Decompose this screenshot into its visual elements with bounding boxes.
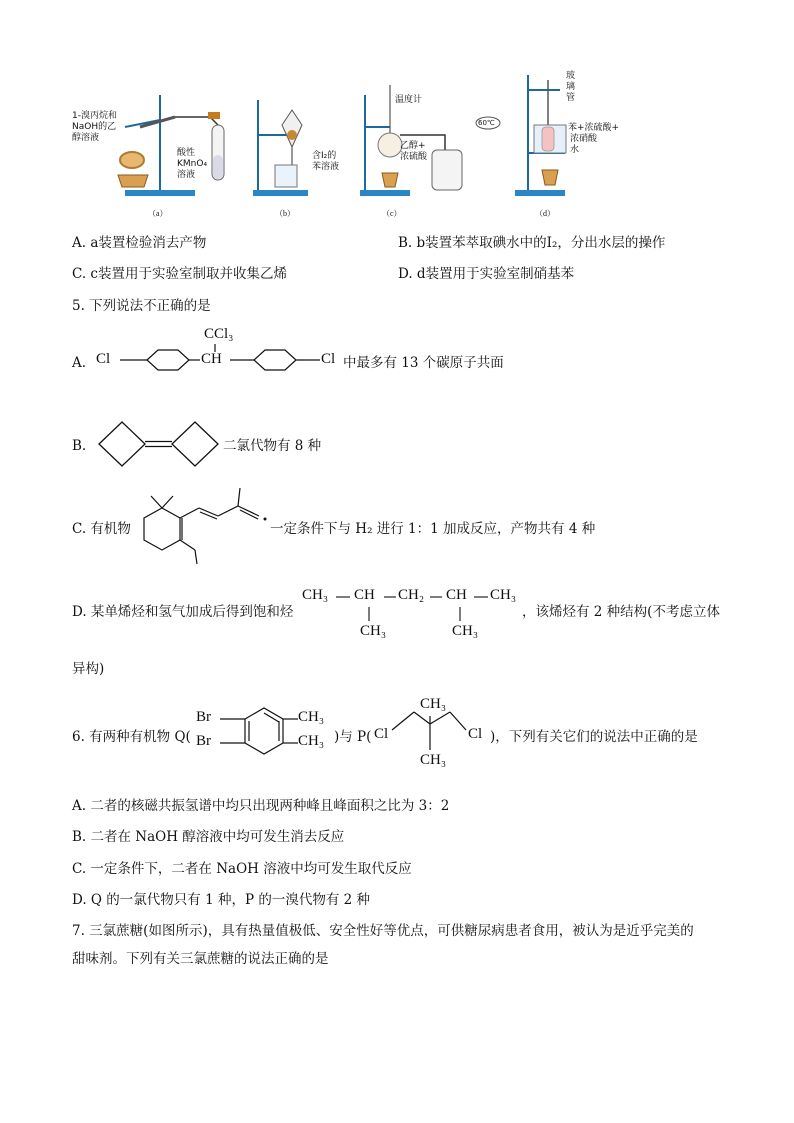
- q6-option-d: D. Q 的一氯代物只有 1 种，P 的一溴代物有 2 种: [72, 892, 371, 908]
- apparatus-drawing: [70, 65, 670, 225]
- a-label-5: KMnO₄: [177, 159, 208, 169]
- d-label-7: 60℃: [478, 119, 495, 127]
- q6-p-ch3-top: CH₃: [420, 696, 447, 712]
- q5-b-prefix: B.: [72, 438, 87, 454]
- q5-c-structure: [133, 488, 273, 568]
- d-label-2: 璃: [566, 82, 576, 92]
- q5-b-text: 二氯代物有 8 种: [223, 438, 322, 454]
- a-label-4: 酸性: [177, 148, 196, 158]
- d-label-4: 苯+浓硫酸+: [568, 123, 620, 133]
- q5-d-ch3-1: CH₃: [302, 587, 329, 603]
- a-label-3: 醇溶液: [72, 133, 100, 143]
- q5-c-prefix: C. 有机物: [72, 521, 131, 537]
- q5-b-bonds: [95, 418, 225, 470]
- d-label-3: 管: [566, 93, 576, 103]
- c-label-2: 乙醇+: [400, 141, 426, 151]
- q6-q-structure: [190, 705, 340, 770]
- d-caption: （d）: [535, 209, 555, 218]
- apparatus-b: [253, 100, 308, 196]
- q6-q-ch3-1: CH₃: [298, 709, 325, 725]
- q6-stem-suffix: )，下列有关它们的说法中正确的是: [490, 729, 698, 745]
- apparatus-d: [476, 75, 566, 196]
- d-label-1: 玻: [566, 71, 576, 81]
- b-label-2: 苯溶液: [312, 162, 340, 172]
- q7-line-2: 甜味剂。下列有关三氯蔗糖的说法正确的是: [72, 951, 329, 967]
- c-label-1: 温度计: [395, 95, 423, 105]
- q5-d-prefix: D. 某单烯烃和氢气加成后得到饱和烃: [72, 604, 294, 620]
- q6-p-ch3-bottom: CH₃: [420, 752, 447, 768]
- a-caption: （a）: [148, 209, 168, 218]
- a-label-6: 溶液: [177, 170, 196, 180]
- q4-option-c: C. c装置用于实验室制取并收集乙烯: [72, 266, 287, 282]
- q4-option-a: A. a装置检验消去产物: [72, 235, 207, 251]
- q5-d-text-2: 异构): [72, 661, 105, 677]
- apparatus-a: [118, 95, 224, 196]
- apparatus-figure: [70, 65, 670, 225]
- q5-stem: 5. 下列说法不正确的是: [72, 298, 211, 314]
- d-label-5: 浓硝酸: [570, 134, 598, 144]
- q5-a-text: 中最多有 13 个碳原子共面: [343, 355, 504, 371]
- q6-q-br-2: Br: [196, 733, 211, 749]
- q6-stem-prefix: 6. 有两种有机物 Q(: [72, 729, 191, 745]
- q6-option-a: A. 二者的核磁共振氢谱中均只出现两种峰且峰面积之比为 3：2: [72, 798, 450, 814]
- q5-d-ch3-4: CH₃: [452, 623, 479, 639]
- q5-d-ch-2: CH: [446, 587, 467, 603]
- b-label-1: 含I₂的: [312, 151, 337, 161]
- q5-d-ch-1: CH: [354, 587, 375, 603]
- q6-option-c: C. 一定条件下，二者在 NaOH 溶液中均可发生取代反应: [72, 861, 412, 877]
- q6-q-br-1: Br: [196, 709, 211, 725]
- q6-p-cl-left: Cl: [374, 726, 389, 742]
- q5-a-cl-right: Cl: [321, 351, 336, 367]
- a-label-2: NaOH的乙: [72, 122, 117, 132]
- q6-stem-mid: )与 P(: [334, 729, 372, 745]
- c-label-3: 浓硫酸: [400, 152, 428, 162]
- q6-p-structure: [370, 696, 500, 776]
- q5-c-bonds: [133, 488, 273, 568]
- q6-p-cl-right: Cl: [468, 726, 483, 742]
- q5-a-ch: CH: [201, 351, 222, 367]
- d-label-6: 水: [570, 145, 580, 155]
- q5-a-cl-left: Cl: [96, 351, 111, 367]
- c-caption: （c）: [382, 209, 402, 218]
- q5-d-text: ，该烯烃有 2 种结构(不考虑立体: [522, 604, 720, 620]
- q5-d-ch2: CH₂: [398, 587, 425, 603]
- q7-line-1: 7. 三氯蔗糖(如图所示)，具有热量值极低、安全性好等优点，可供糖尿病患者食用，被认为是近乎完美的: [72, 923, 694, 939]
- a-label-1: 1-溴丙烷和: [72, 111, 117, 121]
- q5-d-ch3-3: CH₃: [360, 623, 387, 639]
- q6-q-ch3-2: CH₃: [298, 733, 325, 749]
- q5-d-ch3-2: CH₃: [490, 587, 517, 603]
- q4-option-b: B. b装置苯萃取碘水中的I₂，分出水层的操作: [398, 235, 666, 251]
- q5-c-text: 一定条件下与 H₂ 进行 1：1 加成反应，产物共有 4 种: [270, 521, 596, 537]
- b-caption: （b）: [275, 209, 295, 218]
- q5-a-prefix: A.: [72, 355, 87, 371]
- q5-d-structure: [302, 583, 522, 645]
- q5-a-ccl3: CCl₃: [204, 326, 234, 342]
- q6-option-b: B. 二者在 NaOH 醇溶液中均可发生消去反应: [72, 829, 345, 845]
- q5-b-structure: [95, 418, 225, 470]
- q5-a-structure: [92, 326, 342, 386]
- q4-option-d: D. d装置用于实验室制硝基苯: [398, 266, 575, 282]
